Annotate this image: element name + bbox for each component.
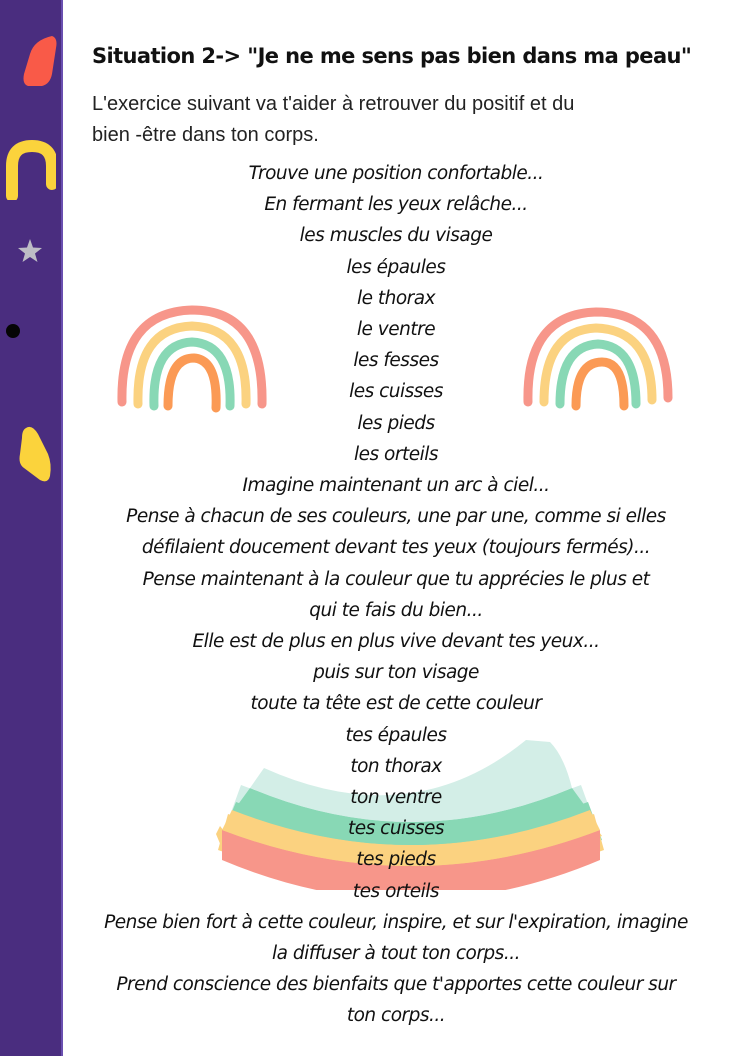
poem-line: tes pieds <box>356 849 436 871</box>
intro-paragraph <box>92 89 692 151</box>
poem-line: le ventre <box>356 319 436 341</box>
poem-line: les pieds <box>357 412 435 434</box>
poem-line: Pense bien fort à cette couleur, inspire, et sur l'expiration, imagine <box>104 911 688 933</box>
poem-line: les fesses <box>353 350 439 372</box>
poem-line: Pense à chacun de ses couleurs, une par une, comme si elles <box>126 506 666 528</box>
yellow-diamond-icon <box>16 424 52 484</box>
poem-line: En fermant les yeux relâche... <box>264 194 528 216</box>
black-dot-icon <box>5 323 21 339</box>
poem-line: toute ta tête est de cette couleur <box>250 693 542 715</box>
poem-line: les muscles du visage <box>299 225 493 247</box>
poem-line: le thorax <box>356 287 436 309</box>
poem-line: défilaient doucement devant tes yeux (toujours fermés)... <box>141 537 651 559</box>
star-icon <box>17 238 43 264</box>
sidebar-decoration-strip <box>0 0 63 1056</box>
intro-line: L'exercice suivant va t'aider à retrouver du positif et du <box>92 93 575 115</box>
poem-line: Pense maintenant à la couleur que tu apprécies le plus et <box>142 568 650 590</box>
poem-line: les épaules <box>346 256 446 278</box>
poem-line: ton corps... <box>346 1005 446 1027</box>
poem-line: Prend conscience des bienfaits que t'apportes cette couleur sur <box>116 974 676 996</box>
poem-line: Elle est de plus en plus vive devant tes yeux... <box>192 631 600 653</box>
poem-line: Imagine maintenant un arc à ciel... <box>242 475 550 497</box>
red-diamond-icon <box>22 34 58 90</box>
yellow-squiggle-icon <box>4 140 56 200</box>
poem-line: les orteils <box>353 443 439 465</box>
guided-meditation-text <box>78 158 714 1032</box>
poem-line: tes orteils <box>352 880 440 902</box>
poem-line: qui te fais du bien... <box>309 599 483 621</box>
poem-line: Trouve une position confortable... <box>248 163 544 184</box>
intro-line: bien -être dans ton corps. <box>92 124 319 146</box>
poem-line: ton thorax <box>350 755 442 777</box>
poem-line: les cuisses <box>349 381 443 403</box>
poem-line: tes épaules <box>345 724 447 746</box>
poem-line: la diffuser à tout ton corps... <box>272 943 520 965</box>
poem-line: tes cuisses <box>348 818 444 840</box>
poem-line: ton ventre <box>350 787 442 809</box>
poem-line: puis sur ton visage <box>313 662 479 684</box>
page-title: Situation 2-> "Je ne me sens pas bien dans ma peau" <box>92 44 692 68</box>
